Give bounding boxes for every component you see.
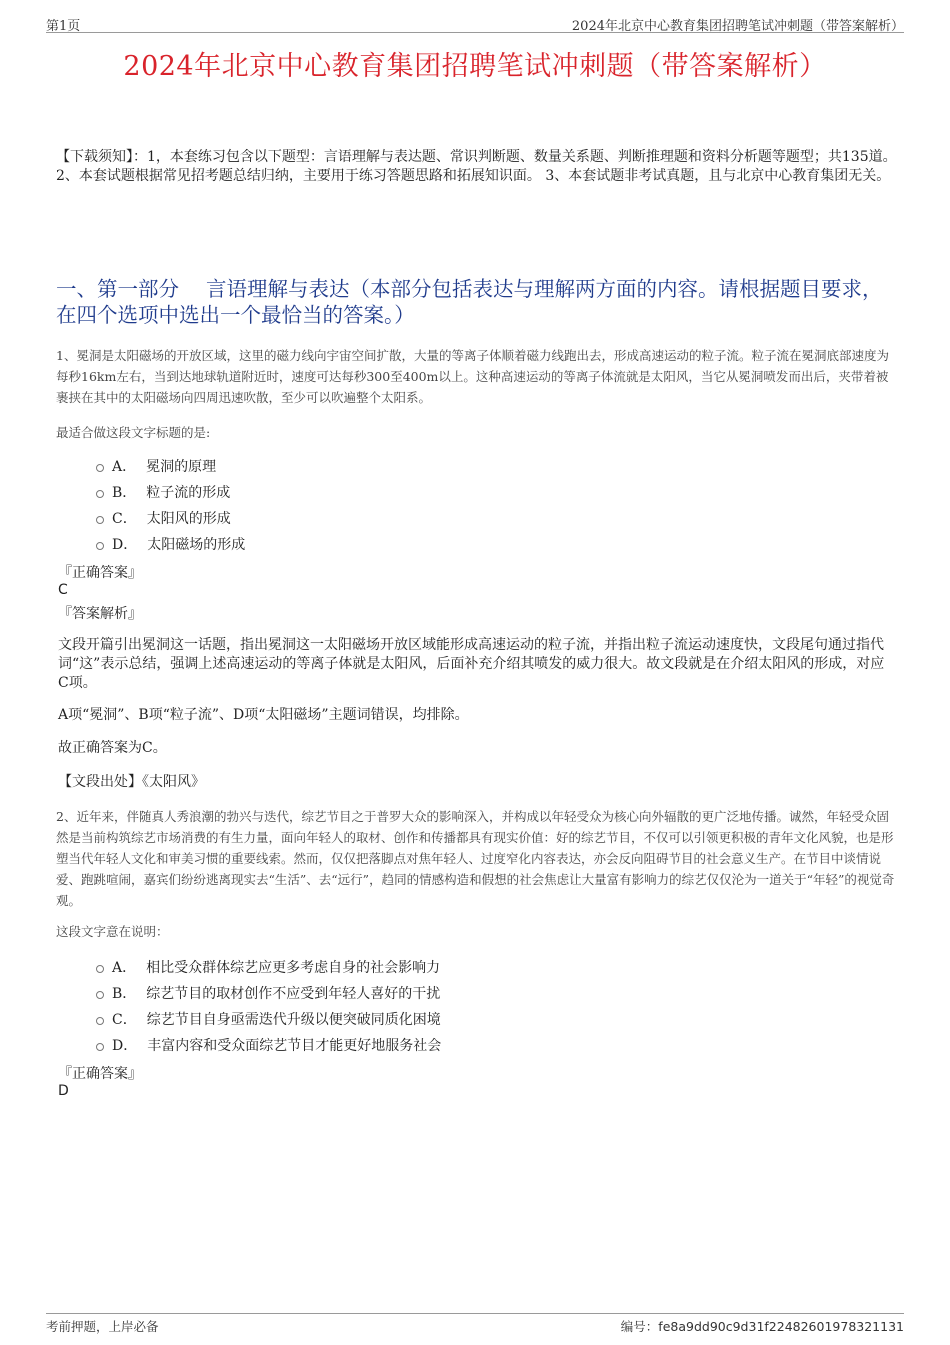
document-code: fe8a9dd90c9d31f22482601978321131: [658, 1319, 904, 1334]
radio-icon[interactable]: [96, 1043, 104, 1051]
question-2-options: [96, 954, 441, 1058]
radio-icon[interactable]: [96, 991, 104, 999]
page-number: 第1页: [46, 19, 81, 34]
passage-source: 【文段出处】《太阳风》: [58, 774, 205, 790]
radio-icon[interactable]: [96, 965, 104, 973]
option-a[interactable]: A． 冕洞的原理: [96, 453, 245, 479]
radio-icon[interactable]: [96, 464, 104, 472]
radio-icon[interactable]: [96, 1017, 104, 1025]
header-doc-title: 2024年北京中心教育集团招聘笔试冲刺题（带答案解析）: [571, 19, 904, 34]
question-1-prompt: 最适合做这段文字标题的是:: [56, 425, 211, 440]
option-c[interactable]: C． 综艺节目自身亟需迭代升级以便突破同质化困境: [96, 1006, 441, 1032]
radio-icon[interactable]: [96, 516, 104, 524]
question-1-options: [96, 453, 245, 557]
option-d[interactable]: D． 丰富内容和受众面综艺节目才能更好地服务社会: [96, 1032, 441, 1058]
option-b[interactable]: B． 综艺节目的取材创作不应受到年轻人喜好的干扰: [96, 980, 441, 1006]
correct-answer: D: [58, 1083, 69, 1099]
analysis-paragraph-2: A项“冕洞”、B项“粒子流”、D项“太阳磁场”主题词错误，均排除。: [58, 707, 469, 723]
option-a[interactable]: A． 相比受众群体综艺应更多考虑自身的社会影响力: [96, 954, 441, 980]
section-title: 一、第一部分 言语理解与表达（本部分包括表达与理解两方面的内容。请根据题目要求，在四个选项中选出一个最恰当的答案。）: [56, 277, 883, 327]
analysis-paragraph-3: 故正确答案为C。: [58, 740, 167, 756]
radio-icon[interactable]: [96, 490, 104, 498]
answer-label: 『正确答案』: [58, 565, 142, 581]
document-title: 2024年北京中心教育集团招聘笔试冲刺题（带答案解析）: [123, 51, 827, 82]
footer-slogan: 考前押题，上岸必备: [46, 1319, 159, 1334]
download-notice: 【下载须知】：1，本套练习包含以下题型：言语理解与表达题、常识判断题、数量关系题、判断推理题和资料分析题等题型；共135道。 2、本套试题根据常见招考题总结归纳，主要用于练习答题思路和拓展知识面。 3、本套试题非考试真题，且与北京中心教育集团无关。: [56, 149, 897, 184]
page-header: [46, 14, 904, 33]
option-c[interactable]: C． 太阳风的形成: [96, 505, 245, 531]
footer-id: 编号：fe8a9dd90c9d31f22482601978321131: [620, 1319, 904, 1334]
radio-icon[interactable]: [96, 542, 104, 550]
question-2-text: 2、近年来，伴随真人秀浪潮的勃兴与迭代，综艺节目之于普罗大众的影响深入，并构成以年轻受众为核心向外辐散的更广泛地传播。诚然，年轻受众固然是当前构筑综艺市场消费的有生力量，面向年轻人的取材、创作和传播都具有现实价值：好的综艺节目，不仅可以引领更积极的青年文化风貌，也是形塑当代年轻人文化和审美习惯的重要线索。然而，仅仅把落脚点对焦年轻人、过度窄化内容表达，亦会反向阻碍节目的社会意义生产。在节目中谈情说爱、跑跳喧闹，嘉宾们纷纷逃离现实去“生活”、去“远行”，趋同的情感构造和假想的社会焦虑让大量富有影响力的综艺仅仅沦为一道关于“年轻”的视觉奇观。: [56, 809, 895, 908]
option-d[interactable]: D． 太阳磁场的形成: [96, 531, 245, 557]
analysis-paragraph-1: 文段开篇引出冕洞这一话题，指出冕洞这一太阳磁场开放区域能形成高速运动的粒子流，并指出粒子流运动速度快，文段尾句通过指代词“这”表示总结，强调上述高速运动的等离子体就是太阳风，后面补充介绍其喷发的威力很大。故文段就是在介绍太阳风的形成，对应C项。: [58, 637, 885, 691]
page-footer: [46, 1313, 904, 1336]
question-1-text: 1、冕洞是太阳磁场的开放区域，这里的磁力线向宇宙空间扩散，大量的等离子体顺着磁力线跑出去，形成高速运动的粒子流。粒子流在冕洞底部速度为每秒16km左右，当到达地球轨道附近时，速度可达每秒300至400m以上。这种高速运动的等离子体流就是太阳风，当它从冕洞喷发而出后，夹带着被裹挟在其中的太阳磁场向四周迅速吹散，至少可以吹遍整个太阳系。: [56, 348, 889, 405]
correct-answer: C: [58, 582, 68, 598]
answer-label: 『正确答案』: [58, 1066, 142, 1082]
analysis-label: 『答案解析』: [58, 606, 142, 622]
question-2-prompt: 这段文字意在说明：: [56, 924, 169, 939]
option-b[interactable]: B． 粒子流的形成: [96, 479, 245, 505]
